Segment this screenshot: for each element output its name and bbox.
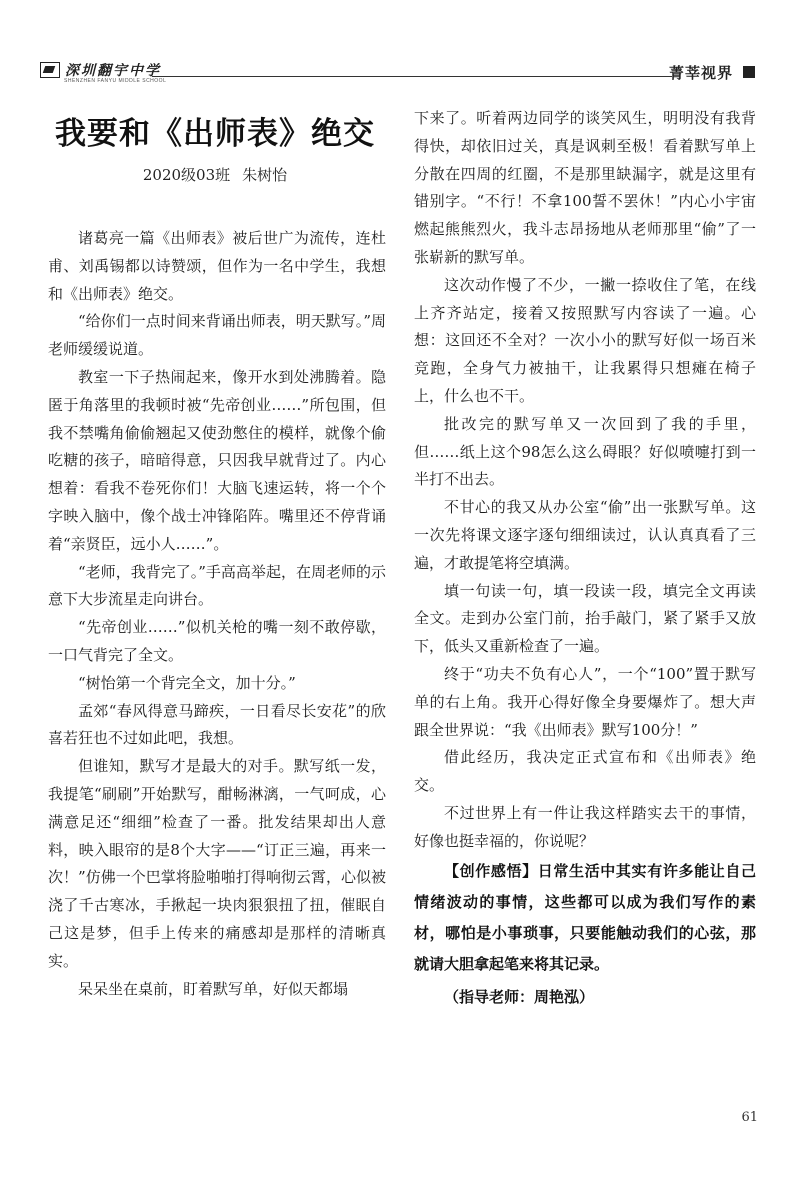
section-title: 菁莘视界 (668, 64, 733, 82)
paragraph: “先帝创业……”似机关枪的嘴一刻不敢停歇，一口气背完了全文。 (48, 618, 386, 664)
paragraph: 终于“功夫不负有心人”，一个“100”置于默写单的右上角。我开心得好像全身要爆炸了。想大声跟全世界说：“我《出师表》默写100分！” (414, 664, 756, 739)
paragraph: “树怡第一个背完全文，加十分。” (78, 673, 296, 692)
page-header (40, 60, 755, 86)
left-column (48, 225, 386, 1003)
school-emblem-icon (40, 62, 60, 78)
right-column (414, 105, 756, 1014)
paragraph: 这次动作慢了不少，一撇一捺收住了笔，在线上齐齐站定，接着又按照默写内容读了一遍。心想：这回还不全对？一次小小的默写好似一场百米竞跑，全身气力被抽干，让我累得只想瘫在椅子上，什么也不干。 (414, 275, 756, 405)
school-name: 深圳翻宇中学 (65, 63, 161, 79)
school-logo (40, 60, 161, 80)
paragraph: 但谁知，默写才是最大的对手。默写纸一发，我提笔“刷刷”开始默写，酣畅淋漓，一气呵成，心满意足还“细细”检查了一番。批发结果却出人意料，映入眼帘的是8个大字——“订正三遍，再来一次！”仿佛一个巴掌将脸啪啪打得响彻云霄，心似被浇了千古寒冰，手揪起一块肉狠狠扭了扭，催眠自己这是梦，但手上传来的痛感却是那样的清晰真实。 (48, 757, 386, 970)
creation-note (414, 856, 756, 980)
paragraph: “给你们一点时间来背诵出师表，明天默写。”周老师缓缓说道。 (48, 312, 386, 359)
paragraph: 批改完的默写单又一次回到了我的手里，但……纸上这个98怎么这么碍眼？好似喷嚏打到一半打不出去。 (414, 414, 756, 489)
article-byline (40, 164, 390, 185)
header-rule (152, 76, 672, 77)
creation-note-tag: 【创作感悟】 (444, 861, 538, 880)
article-title: 我要和《出师表》绝交 (55, 116, 375, 152)
author-class: 2020级03班 (142, 166, 231, 184)
paragraph-continued: 下来了。听着两边同学的谈笑风生，明明没有我背得快，却依旧过关，真是讽刺至极！看着默写单上分散在四周的红圈，不是那里缺漏字，就是这里有错别字。“不行！不拿100誓不罢休！”内心小宇宙燃起熊熊烈火，我斗志昂扬地从老师那里“偷”了一张崭新的默写单。 (414, 109, 756, 266)
paragraph: 填一句读一句，填一段读一段，填完全文再读全文。走到办公室门前，抬手敲门，紧了紧手又放下，低头又重新检查了一遍。 (414, 581, 756, 656)
paragraph: 诸葛亮一篇《出师表》被后世广为流传，连杜甫、刘禹锡都以诗赞颂，但作为一名中学生，我想和《出师表》绝交。 (48, 229, 386, 303)
paragraph: 不甘心的我又从办公室“偷”出一张默写单。这一次先将课文逐字逐句细细读过，认认真真看了三遍，才敢提笔将空填满。 (414, 498, 756, 572)
author-name: 朱树怡 (242, 166, 288, 184)
advisor-credit: （指导老师：周艳泓） (444, 987, 595, 1006)
page-number: 61 (741, 1110, 758, 1125)
section-square-icon (743, 66, 755, 78)
paragraph: 借此经历，我决定正式宣布和《出师表》绝交。 (414, 748, 756, 795)
paragraph: 呆呆坐在桌前，盯着默写单，好似天都塌 (78, 979, 349, 998)
paragraph: 教室一下子热闹起来，像开水到处沸腾着。隐匿于角落里的我顿时被“先帝创业……”所包围，但我不禁嘴角偷偷翘起又使劲憋住的模样，就像个偷吃糖的孩子，暗暗得意，只因我早就背过了。内心想着：看我不卷死你们！大脑飞速运转，将一个个字映入脑中，像个战士冲锋陷阵。嘴里还不停背诵着“亲贤臣，远小人……”。 (48, 367, 386, 553)
paragraph: 不过世界上有一件让我这样踏实去干的事情，好像也挺幸福的，你说呢？ (414, 803, 756, 850)
creation-note-text: 日常生活中其实有许多能让自己情绪波动的事情，这些都可以成为我们写作的素材，哪怕是小事琐事，只要能触动我们的心弦，那就请大胆拿起笔来将其记录。 (414, 861, 756, 973)
paragraph: 孟郊“春风得意马蹄疾，一日看尽长安花”的欣喜若狂也不过如此吧，我想。 (48, 701, 386, 748)
paragraph: “老师，我背完了。”手高高举起，在周老师的示意下大步流星走向讲台。 (48, 562, 386, 609)
school-name-english: SHENZHEN FANYU MIDDLE SCHOOL (64, 78, 167, 84)
